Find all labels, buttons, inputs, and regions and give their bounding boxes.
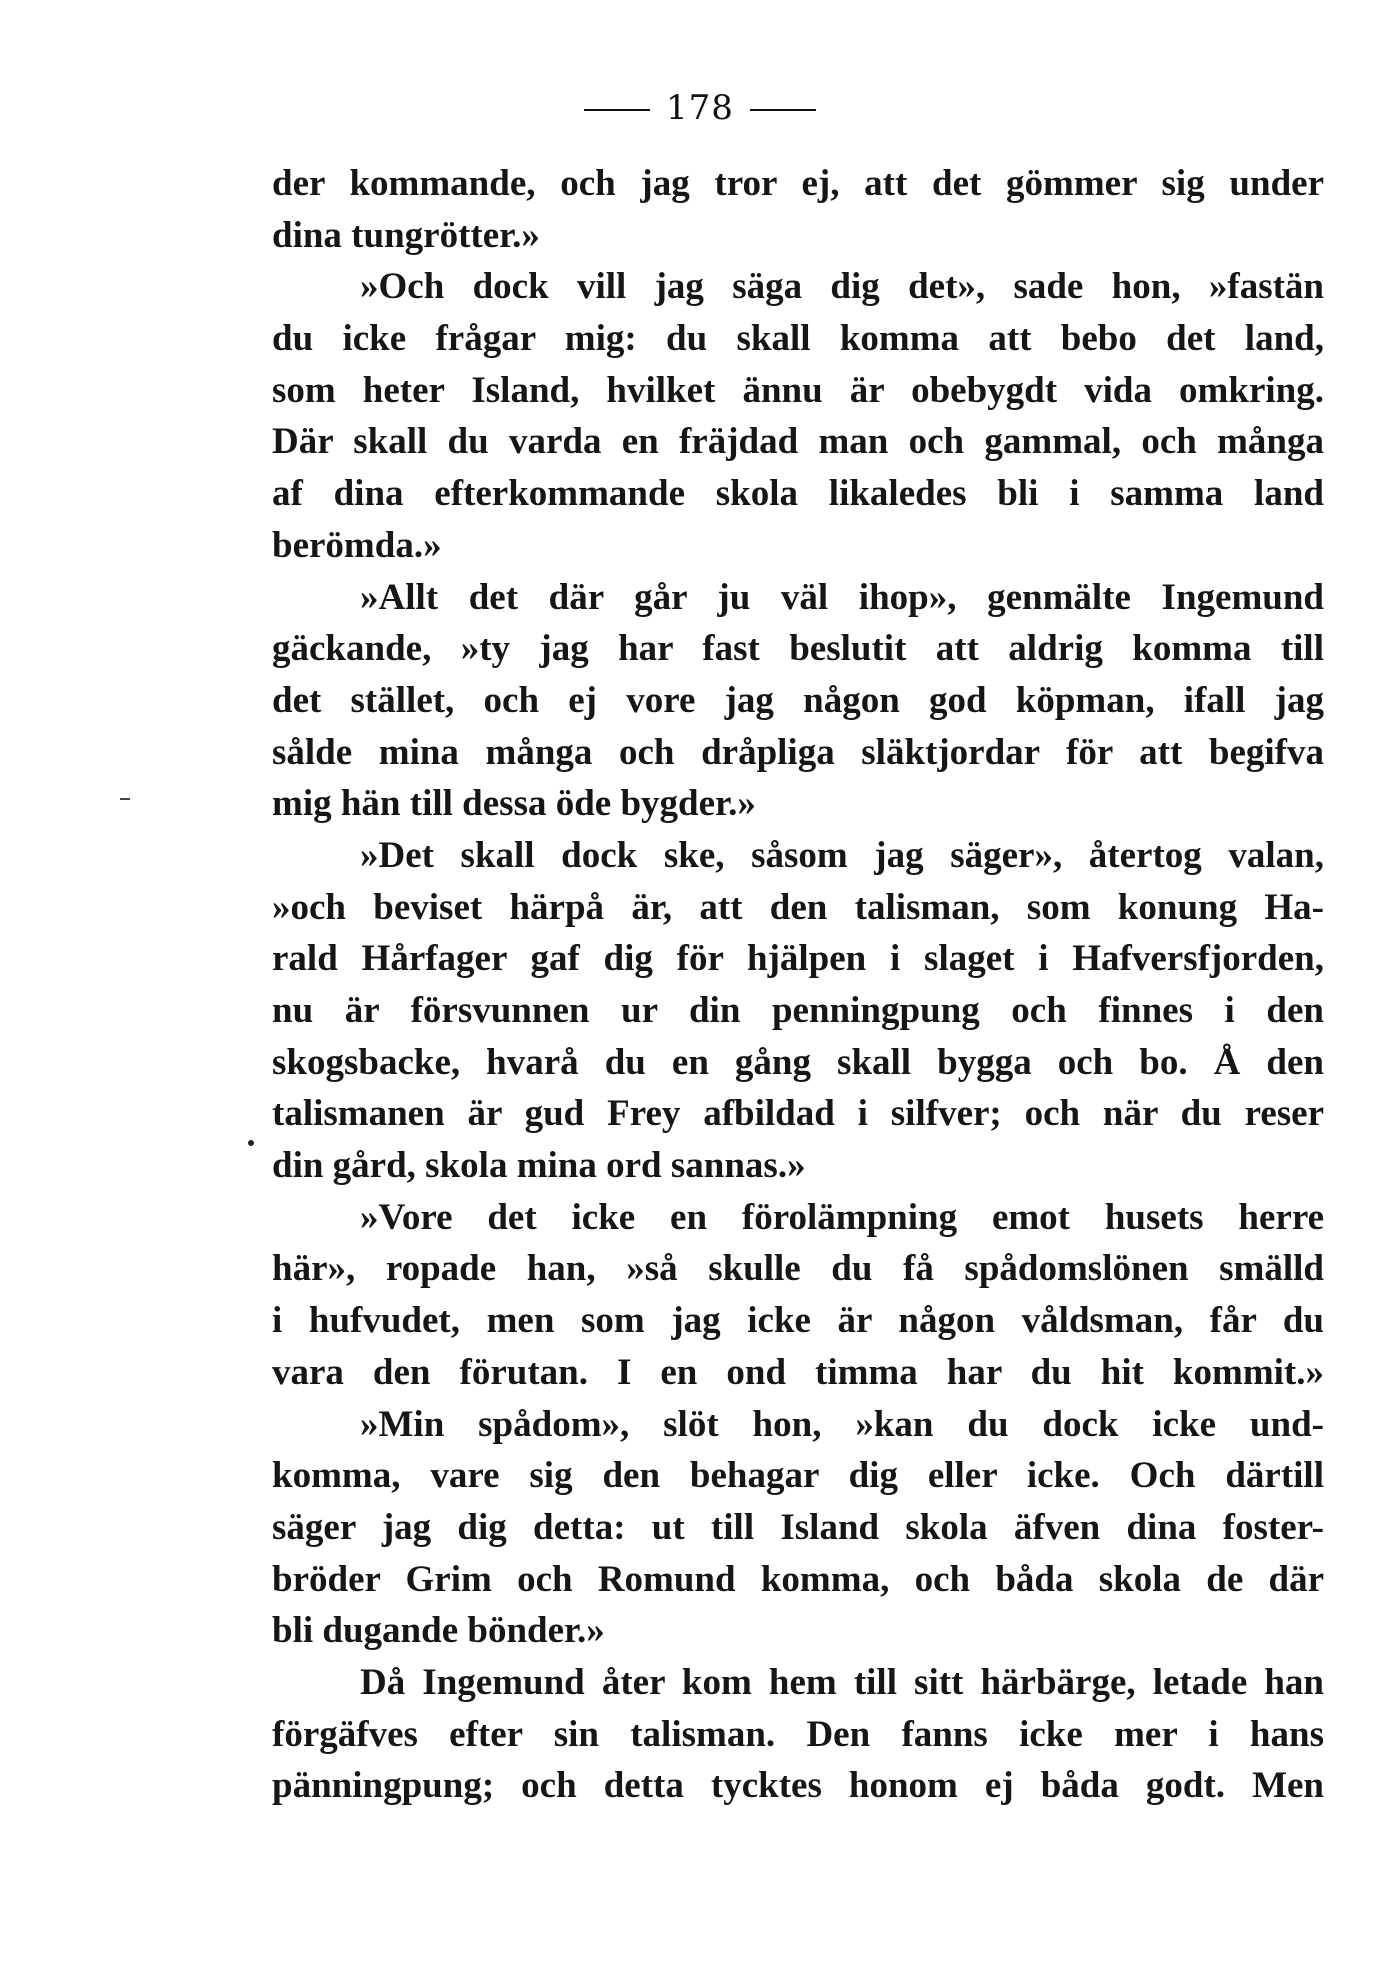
- text-line: berömda.»: [272, 524, 442, 566]
- text-line: talismanen är gud Frey afbildad i silfver; och när du reser: [272, 1093, 1324, 1135]
- text-line: komma, vare sig den behagar dig eller icke. Och därtill: [272, 1455, 1324, 1497]
- text-line: gäckande, »ty jag har fast beslutit att aldrig komma till: [272, 628, 1324, 670]
- page-number: 178: [666, 88, 734, 128]
- text-line: der kommande, och jag tror ej, att det gömmer sig under: [272, 163, 1324, 204]
- text-line: bli dugande bönder.»: [272, 1610, 605, 1652]
- text-line: Då Ingemund åter kom hem till sitt härbärge, letade han: [360, 1661, 1324, 1703]
- text-line: »Och dock vill jag säga dig det», sade hon, »fastän: [360, 266, 1324, 308]
- text-line: sålde mina många och dråpliga släktjordar för att begifva: [272, 731, 1324, 773]
- text-line: skogsbacke, hvarå du en gång skall bygga och bo. Å den: [272, 1041, 1324, 1083]
- margin-mark: [120, 798, 130, 800]
- text-line: som heter Island, hvilket ännu är obebygdt vida omkring.: [272, 369, 1324, 411]
- header-rule-left: [584, 109, 650, 111]
- header-rule-right: [750, 109, 816, 111]
- text-line: af dina efterkommande skola likaledes bli i samma land: [272, 473, 1324, 515]
- text-line: nu är försvunnen ur din penningpung och finnes i den: [272, 990, 1324, 1031]
- text-line: »och beviset härpå är, att den talisman, som konung Ha-: [272, 886, 1324, 928]
- page-header: [0, 88, 1400, 128]
- text-line: säger jag dig detta: ut till Island skola äfven dina foster-: [272, 1506, 1324, 1548]
- body-text: [272, 158, 1324, 1812]
- text-line: »Det skall dock ske, såsom jag säger», återtog valan,: [360, 834, 1324, 876]
- text-line: här», ropade han, »så skulle du få spådomslönen smälld: [272, 1248, 1324, 1290]
- text-line: vara den förutan. I en ond timma har du hit kommit.»: [272, 1351, 1324, 1393]
- text-line: »Min spådom», slöt hon, »kan du dock icke und-: [360, 1403, 1324, 1445]
- text-line: i hufvudet, men som jag icke är någon våldsman, får du: [272, 1300, 1324, 1342]
- margin-dot: [248, 1140, 254, 1146]
- text-line: rald Hårfager gaf dig för hjälpen i slaget i Hafversfjorden,: [272, 938, 1324, 980]
- text-line: Där skall du varda en fräjdad man och gammal, och många: [272, 421, 1324, 463]
- text-line: förgäfves efter sin talisman. Den fanns icke mer i hans: [272, 1713, 1324, 1755]
- text-line: dina tungrötter.»: [272, 214, 540, 256]
- text-line: mig hän till dessa öde bygder.»: [272, 783, 756, 825]
- text-line: pänningpung; och detta tycktes honom ej båda godt. Men: [272, 1765, 1324, 1807]
- text-line: du icke frågar mig: du skall komma att bebo det land,: [272, 318, 1324, 360]
- text-line: bröder Grim och Romund komma, och båda skola de där: [272, 1558, 1324, 1600]
- text-line: det stället, och ej vore jag någon god köpman, ifall jag: [272, 679, 1324, 721]
- text-line: din gård, skola mina ord sannas.»: [272, 1145, 806, 1187]
- text-line: »Vore det icke en förolämpning emot husets herre: [360, 1196, 1324, 1238]
- text-line: »Allt det där går ju väl ihop», genmälte Ingemund: [360, 576, 1324, 618]
